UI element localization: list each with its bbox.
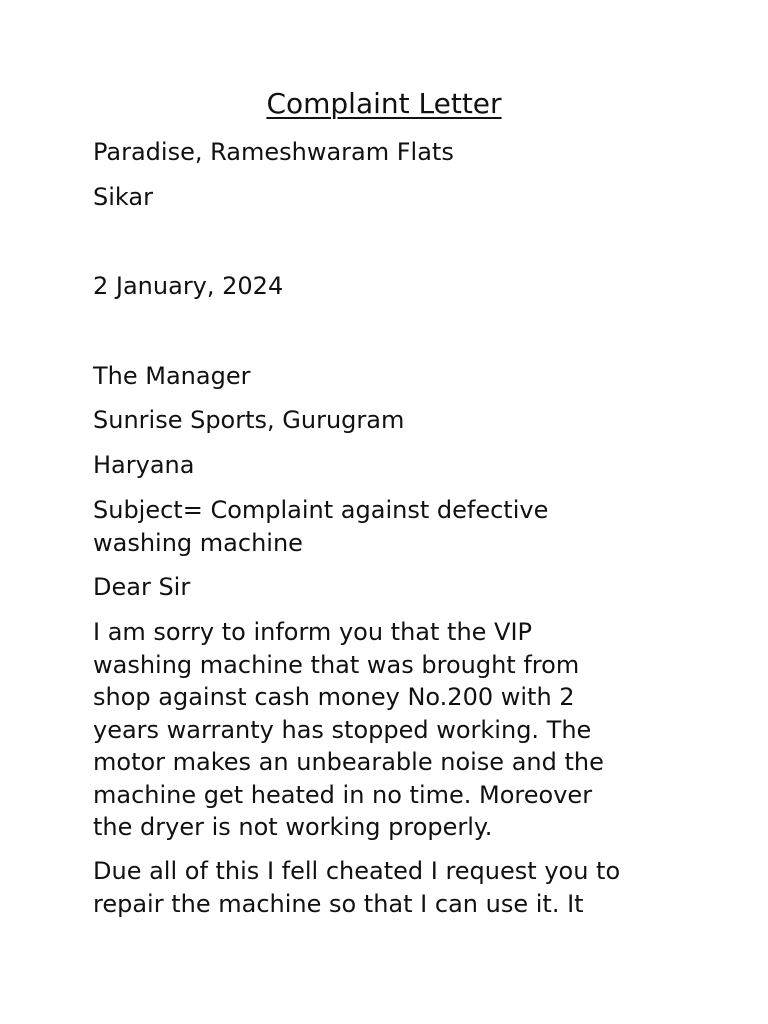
body-paragraph-1-line: motor makes an unbearable noise and the [93, 748, 604, 776]
sender-address-line-2: Sikar [93, 183, 153, 211]
body-paragraph-2 [93, 855, 693, 920]
letter-date: 2 January, 2024 [93, 272, 284, 300]
body-paragraph-1-line: machine get heated in no time. Moreover [93, 780, 593, 809]
recipient-line-2: Sunrise Sports, Gurugram [93, 406, 405, 434]
body-paragraph-1-line: washing machine that was brought from [93, 650, 580, 679]
recipient-line-3: Haryana [93, 451, 195, 479]
recipient-line-1: The Manager [93, 362, 251, 390]
body-paragraph-2-line: Due all of this I fell cheated I request you to [93, 857, 621, 885]
salutation: Dear Sir [93, 573, 191, 601]
body-paragraph-2-line: repair the machine so that I can use it. It [93, 889, 584, 918]
body-paragraph-1-line: I am sorry to inform you that the VIP [93, 618, 533, 646]
document-title: Complaint Letter [266, 87, 502, 120]
body-paragraph-1-line: years warranty has stopped working. The [93, 715, 592, 744]
body-paragraph-1-line: the dryer is not working properly. [93, 813, 493, 841]
body-paragraph-1-line: shop against cash money No.200 with 2 [93, 683, 575, 711]
body-paragraph-1 [93, 616, 693, 844]
sender-address-line-1: Paradise, Rameshwaram Flats [93, 138, 454, 166]
subject-text-line-2: washing machine [93, 528, 303, 557]
subject-line [93, 494, 693, 559]
subject-text-line-1: Subject= Complaint against defective [93, 496, 549, 524]
